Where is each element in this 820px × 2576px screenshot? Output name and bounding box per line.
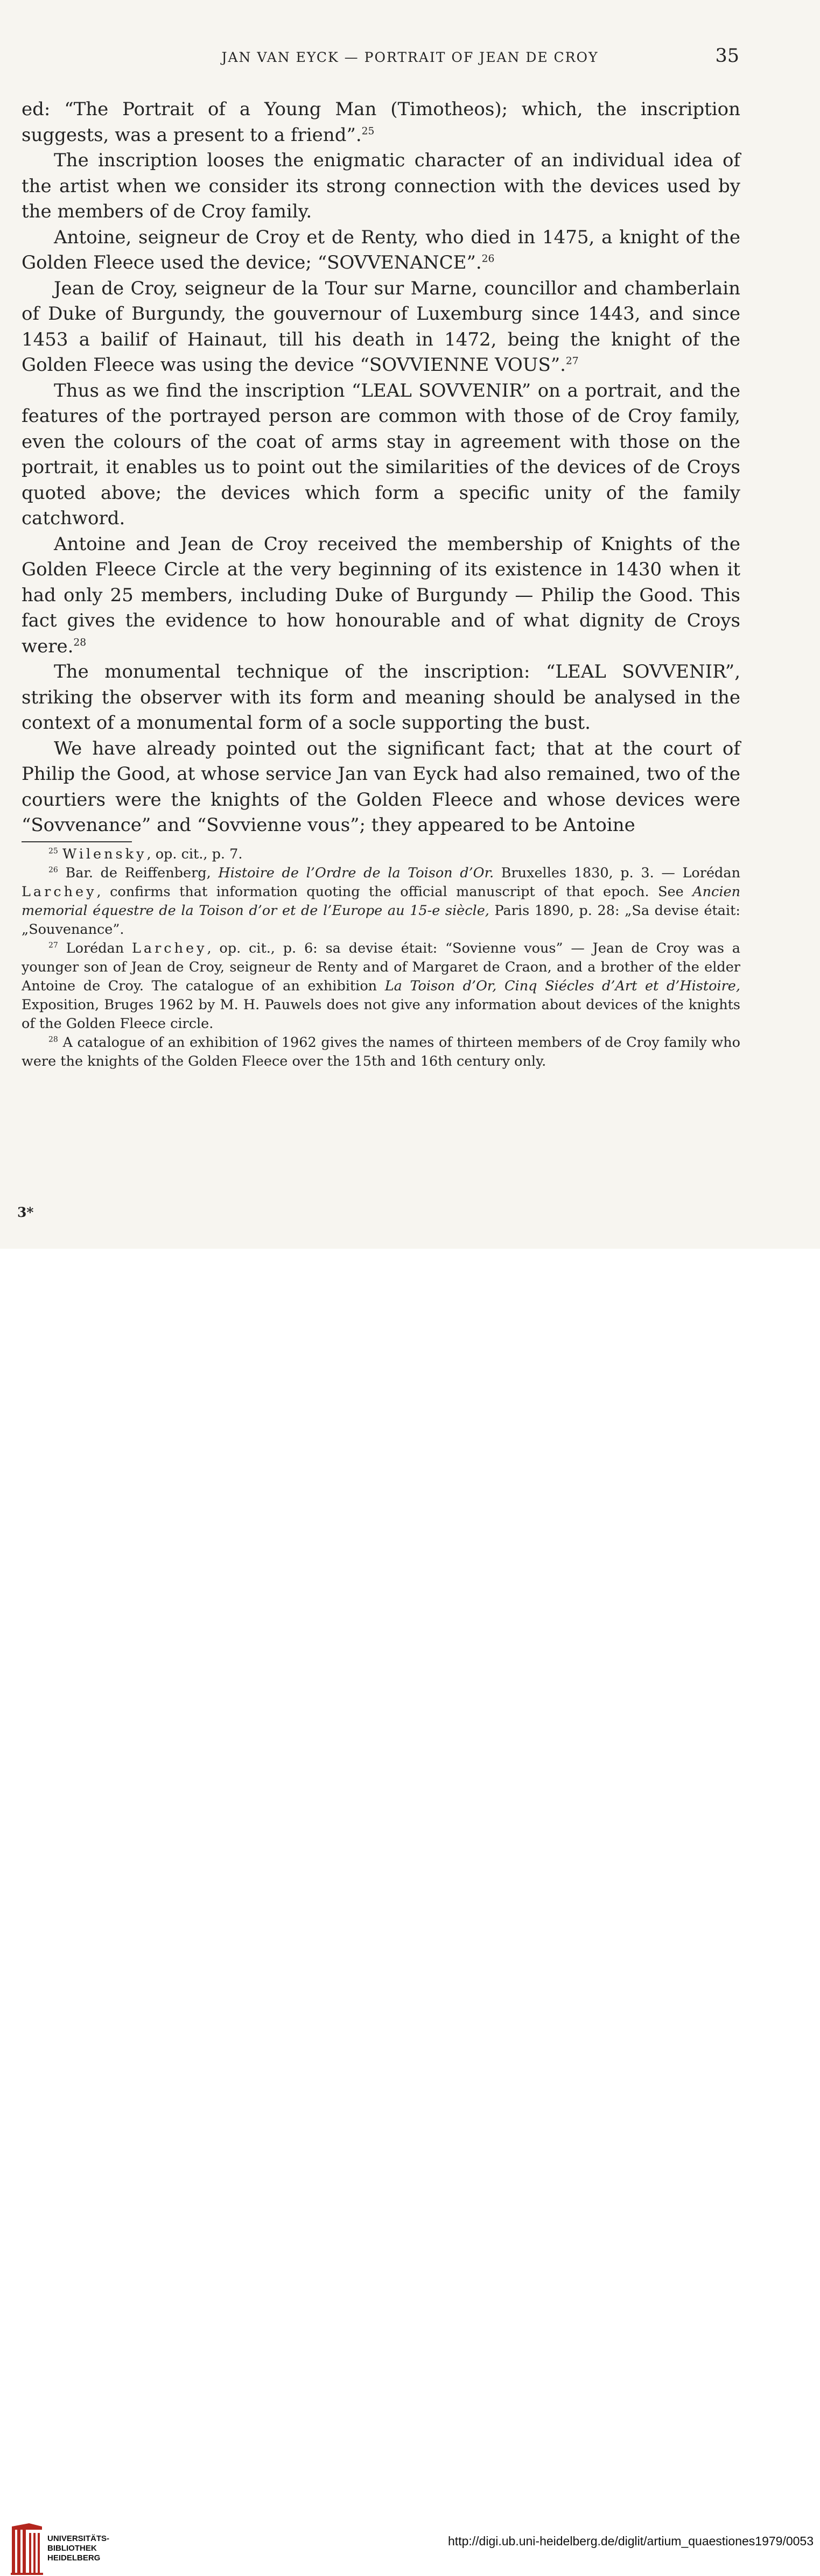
footnote-ref[interactable]: 27 [565, 355, 579, 367]
author-name: Larchey [22, 884, 97, 900]
paragraph: Antoine, seigneur de Croy et de Renty, who died in 1475, a knight of the Golden Fleece used the device; “SOVVENANCE”.$^{26}$ [22, 226, 740, 273]
library-logo-icon [10, 2522, 44, 2576]
digitization-footer [0, 1249, 820, 2563]
paragraph: We have already pointed out the significant fact; that at the court of Philip the Good, at whose service Jan van Eyck had also remained, two of the courtiers were the knights of the Golden Fleece and whose devices were “Sovvenance” and “Sovvienne vous”; they appeared to be Antoine [22, 737, 740, 836]
footnote-28: $^{28}$ A catalogue of an exhibition of 1962 gives the names of thirteen members of de Croy family who were the knights of the Golden Fleece over the 15th and 16th century only. [22, 1034, 740, 1069]
footnotes [22, 845, 740, 1071]
footnote-ref[interactable]: 26 [481, 253, 495, 265]
paragraph: The inscription looses the enigmatic character of an individual idea of the artist when we consider its strong connection with the devices used by the members of de Croy family. [22, 150, 740, 222]
book-title: Ancien memorial équestre de la Toison d’or et de l’Europe au 15-e siècle, [22, 884, 740, 919]
running-head: JAN VAN EYCK — PORTRAIT OF JEAN DE CROY [221, 50, 599, 65]
footnote-26: $^{26}$ Bar. de Reiffenberg, Histoire de l’Ordre de la Toison d’Or. Bruxelles 1830, p. 3. — Lorédan Larchey, confirms that information quoting the official manuscript of that epoch. See Ancien memorial équestre de la Toison d’or et de l’Europe au 15-e siècle, Paris 1890, p. 28: „Sa devise était: „Souvenance”. [22, 865, 740, 938]
paragraph: Thus as we find the inscription “LEAL SOVVENIR” on a portrait, and the features of the portrayed person are common with those of de Croy family, even the colours of the coat of arms stay in agreement with those on the portrait, it enables us to point out the similarities of the devices of de Croys quoted above; the devices which form a specific unity of the family catchword. [22, 379, 740, 529]
author-name: Wilensky [62, 846, 147, 862]
source-url-link[interactable]: http://digi.ub.uni-heidelberg.de/diglit/artium_quaestiones1979/0053 [448, 2534, 814, 2548]
footnote-divider [22, 841, 132, 842]
signature-mark: 3* [17, 1205, 34, 1220]
page-number: 35 [715, 45, 739, 67]
library-name: UNIVERSITÄTS- BIBLIOTHEK HEIDELBERG [47, 2534, 110, 2563]
paragraph: The monumental technique of the inscription: “LEAL SOVVENIR”, striking the observer with its form and meaning should be analysed in the context of a monumental form of a socle supporting the bust. [22, 661, 740, 734]
footnote-ref[interactable]: 25 [361, 125, 375, 137]
book-title: Histoire de l’Ordre de la Toison d’Or. [218, 865, 494, 881]
body-text [22, 97, 740, 839]
book-title: La Toison d’Or, Cinq Siécles d’Art et d’Histoire, [384, 978, 740, 994]
author-name: Larchey [131, 940, 207, 956]
paragraph: Antoine and Jean de Croy received the membership of Knights of the Golden Fleece Circle at the very beginning of its existence in 1430 when it had only 25 members, including Duke of Burgundy — Philip the Good. This fact gives the evidence to how honourable and of what dignity de Croys were.$^{28}$ [22, 533, 740, 657]
footnote-27: $^{27}$ Lorédan Larchey, op. cit., p. 6: sa devise était: “Sovienne vous” — Jean de Croy was a younger son of Jean de Croy, seigneur de Renty and of Margaret de Craon, and a brother of the elder Antoine de Croy. The catalogue of an exhibition La Toison d’Or, Cinq Siécles d’Art et d’Histoire, Exposition, Bruges 1962 by M. H. Pauwels does not give any information about devices of the knights of the Golden Fleece circle. [22, 940, 740, 1032]
book-page [0, 0, 820, 1249]
paragraph: Jean de Croy, seigneur de la Tour sur Marne, councillor and chamberlain of Duke of Burgundy, the gouvernour of Luxemburg since 1443, and since 1453 a bailif of Hainaut, till his death in 1472, being the knight of the Golden Fleece was using the device “SOVVIENNE VOUS”.$^{27}$ [22, 277, 740, 376]
footnote-ref[interactable]: 28 [73, 637, 87, 649]
footnote-25: $^{25}$ Wilensky, op. cit., p. 7. [48, 846, 243, 862]
paragraph: ed: “The Portrait of a Young Man (Timotheos); which, the inscription suggests, was a present to a friend”.$^{25}$ [22, 98, 740, 146]
